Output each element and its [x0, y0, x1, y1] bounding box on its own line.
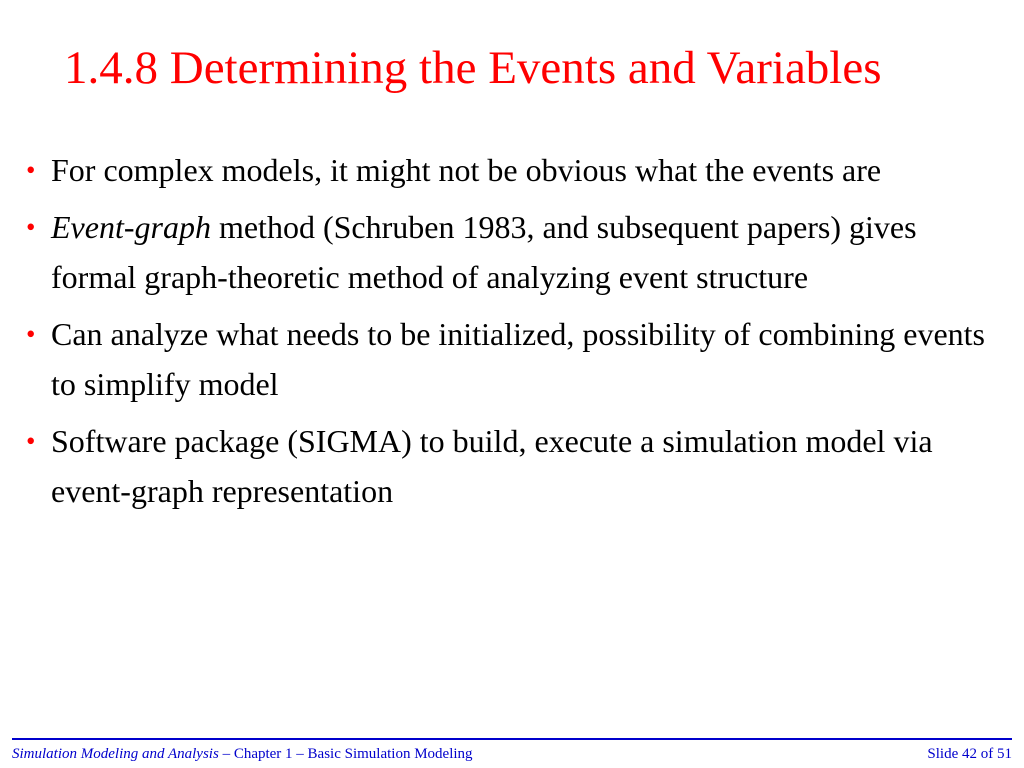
bullet-marker: • — [26, 212, 36, 242]
bullet-body: Can analyze what needs to be initialized, possibility of combining events to simplify model — [51, 316, 985, 402]
bullet-body: Software package (SIGMA) to build, execute a simulation model via event-graph representation — [51, 423, 933, 509]
bullet-list — [26, 145, 1001, 523]
bullet-marker: • — [26, 319, 36, 349]
bullet-italic-term: Event-graph — [51, 209, 211, 245]
bullet-text — [51, 209, 917, 295]
footer-chapter: – Chapter 1 – Basic Simulation Modeling — [218, 746, 473, 762]
bullet-text — [51, 152, 881, 188]
footer-divider — [12, 738, 1012, 740]
bullet-item — [26, 416, 1001, 516]
footer-book-title: Simulation Modeling and Analysis — [12, 746, 219, 762]
bullet-text — [51, 316, 985, 402]
footer-course-info — [12, 745, 473, 763]
bullet-item — [26, 309, 1001, 409]
bullet-text — [51, 423, 933, 509]
bullet-item — [26, 145, 1001, 195]
bullet-marker: • — [26, 155, 36, 185]
bullet-marker: • — [26, 426, 36, 456]
slide-title: 1.4.8 Determining the Events and Variables — [64, 42, 882, 94]
bullet-body: For complex models, it might not be obvious what the events are — [51, 152, 882, 188]
footer-slide-number: Slide 42 of 51 — [927, 746, 1012, 762]
bullet-item — [26, 202, 1001, 302]
bullet-body: method (Schruben 1983, and subsequent papers) gives formal graph-theoretic method of analyzing event structure — [51, 209, 917, 295]
